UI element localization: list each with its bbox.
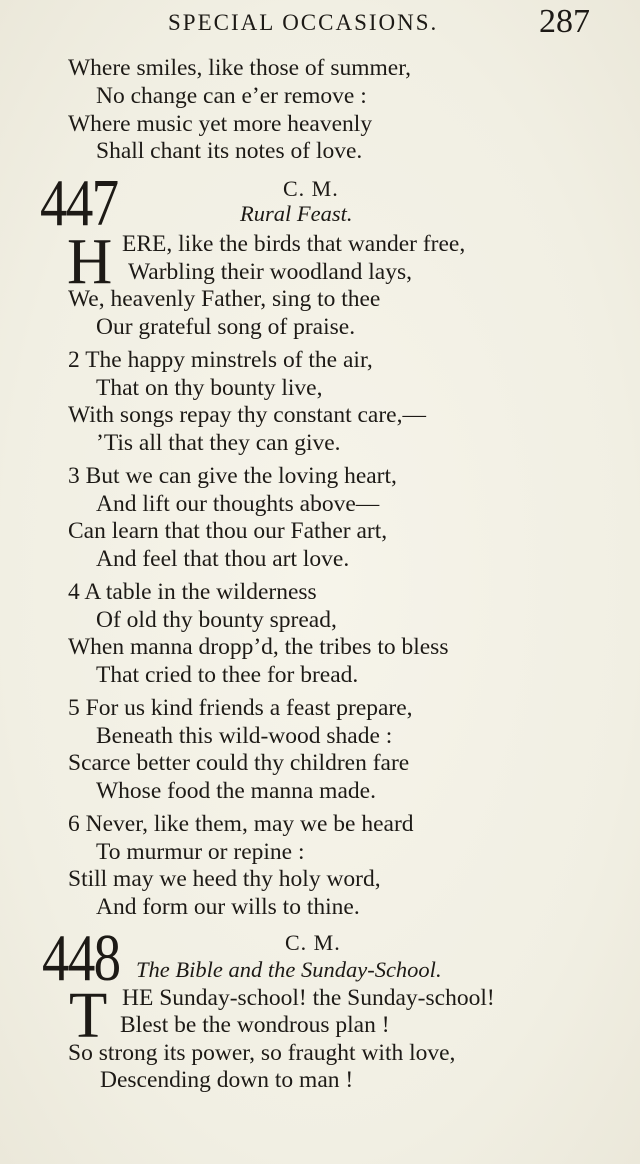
verse-line: 2 The happy minstrels of the air, — [68, 347, 373, 373]
verse-line: So strong its power, so fraught with love, — [68, 1040, 456, 1066]
hymn-number: 447 — [40, 166, 118, 240]
verse-line: ERE, like the birds that wander free, — [122, 231, 466, 257]
verse-line: Beneath this wild-wood shade : — [96, 723, 393, 749]
verse-line: Where music yet more heavenly — [68, 111, 373, 137]
page-number: 287 — [539, 3, 590, 40]
verse-line: We, heavenly Father, sing to thee — [68, 286, 381, 312]
verse-line: And feel that thou art love. — [96, 546, 350, 572]
verse-line: 4 A table in the wilderness — [68, 579, 317, 605]
verse-line: No change can e’er remove : — [96, 83, 367, 109]
verse-line: When manna dropp’d, the tribes to bless — [68, 634, 449, 660]
tune-name: The Bible and the Sunday-School. — [136, 957, 442, 982]
tune-name: Rural Feast. — [240, 201, 353, 226]
verse-line: Warbling their woodland lays, — [128, 259, 412, 285]
verse-line: And form our wills to thine. — [96, 894, 360, 920]
drop-cap: H — [67, 225, 113, 298]
verse-line: 3 But we can give the loving heart, — [68, 463, 397, 489]
verse-line: That on thy bounty live, — [96, 375, 323, 401]
verse-line: Of old thy bounty spread, — [96, 607, 337, 633]
verse-line: ’Tis all that they can give. — [96, 430, 341, 456]
verse-line: With songs repay thy constant care,— — [68, 402, 426, 428]
verse-line: 5 For us kind friends a feast prepare, — [68, 695, 413, 721]
verse-line: That cried to thee for bread. — [96, 662, 359, 688]
drop-cap: T — [69, 979, 108, 1052]
verse-line: And lift our thoughts above— — [96, 491, 380, 517]
verse-line: To murmur or repine : — [96, 839, 305, 865]
verse-line: Blest be the wondrous plan ! — [120, 1012, 390, 1038]
verse-line: Where smiles, like those of summer, — [68, 55, 411, 81]
verse-line: 6 Never, like them, may we be heard — [68, 811, 414, 837]
verse-line: Can learn that thou our Father art, — [68, 518, 388, 544]
verse-line: Shall chant its notes of love. — [96, 138, 363, 164]
hymn-meter: C. M. — [285, 930, 341, 955]
verse-line: Descending down to man ! — [100, 1067, 354, 1093]
verse-line: Our grateful song of praise. — [96, 314, 356, 340]
running-header: SPECIAL OCCASIONS. — [168, 10, 439, 35]
hymn-number: 448 — [42, 921, 120, 995]
verse-line: HE Sunday-school! the Sunday-school! — [122, 985, 495, 1011]
verse-line: Still may we heed thy holy word, — [68, 866, 381, 892]
verse-line: Whose food the manna made. — [96, 778, 376, 804]
hymn-meter: C. M. — [283, 176, 339, 201]
verse-line: Scarce better could thy children fare — [68, 750, 410, 776]
